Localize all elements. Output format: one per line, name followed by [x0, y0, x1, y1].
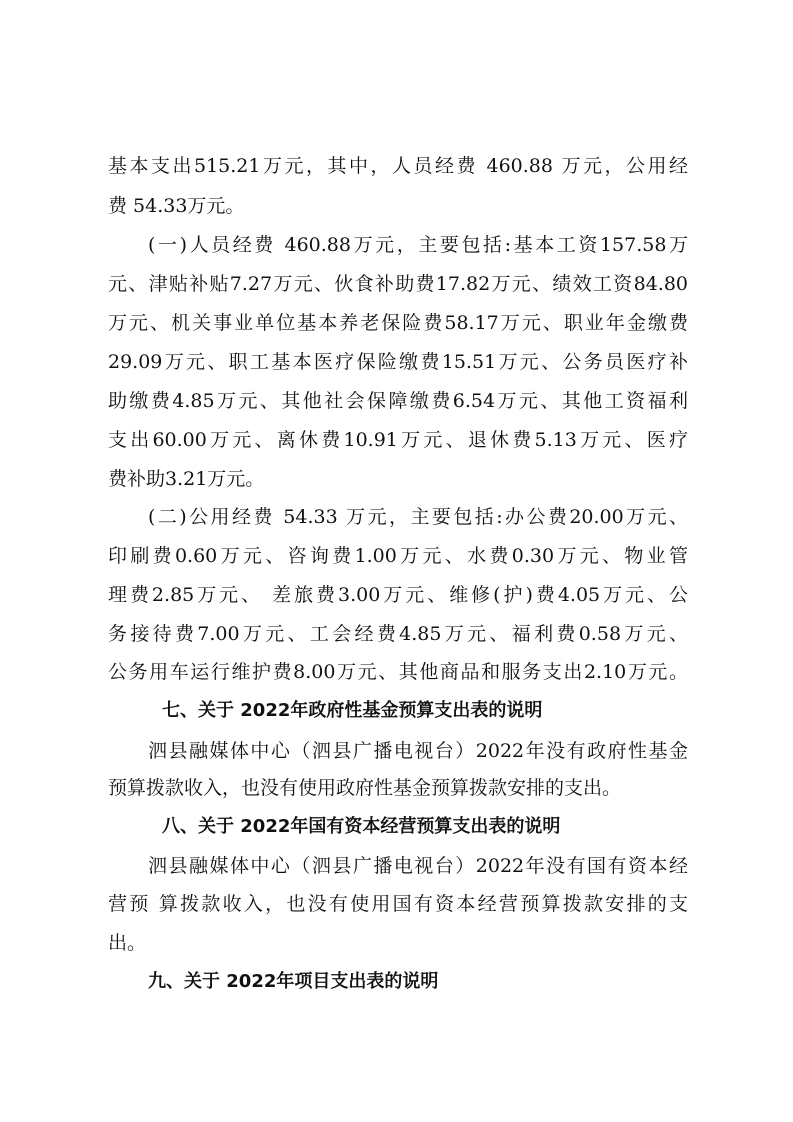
- paragraph-line: 费补助3.21万元。: [108, 468, 265, 490]
- paragraph-line: 理费2.85万元、 差旅费3.00万元、维修(护)费4.05万元、公: [108, 584, 688, 606]
- paragraph-line: 泗县融媒体中心（泗县广播电视台）2022年没有政府性基金: [148, 740, 688, 762]
- paragraph-line: 支出60.00万元、离休费10.91万元、退休费5.13万元、医疗: [108, 429, 688, 451]
- paragraph-line: 营预 算拨款收入，也没有使用国有资本经营预算拨款安排的支: [108, 893, 688, 915]
- paragraph-line: 基本支出515.21万元，其中，人员经费 460.88 万元，公用经: [108, 155, 688, 177]
- paragraph-line: 泗县融媒体中心（泗县广播电视台）2022年没有国有资本经: [148, 855, 688, 877]
- paragraph-line: 印刷费0.60万元、咨询费1.00万元、水费0.30万元、物业管: [108, 545, 688, 567]
- section-heading: 九、关于 2022年项目支出表的说明: [148, 971, 439, 992]
- paragraph-line: (一)人员经费 460.88万元，主要包括:基本工资157.58万: [148, 234, 688, 256]
- section-heading: 八、关于 2022年国有资本经营预算支出表的说明: [162, 816, 561, 837]
- paragraph-line: 务接待费7.00万元、工会经费4.85万元、福利费0.58万元、: [108, 623, 688, 645]
- paragraph-line: (二)公用经费 54.33 万元，主要包括:办公费20.00万元、: [148, 506, 688, 528]
- section-heading: 七、关于 2022年政府性基金预算支出表的说明: [162, 700, 543, 721]
- paragraph-line: 费 54.33万元。: [108, 195, 245, 217]
- paragraph-line: 29.09万元、职工基本医疗保险缴费15.51万元、公务员医疗补: [108, 351, 688, 373]
- paragraph-line: 出。: [108, 932, 147, 954]
- paragraph-line: 预算拨款收入，也没有使用政府性基金预算拨款安排的支出。: [108, 777, 622, 799]
- paragraph-line: 公务用车运行维护费8.00万元、其他商品和服务支出2.10万元。: [108, 661, 688, 683]
- paragraph-line: 万元、机关事业单位基本养老保险费58.17万元、职业年金缴费: [108, 312, 688, 334]
- paragraph-line: 助缴费4.85万元、其他社会保障缴费6.54万元、其他工资福利: [108, 390, 688, 412]
- paragraph-line: 元、津贴补贴7.27万元、伙食补助费17.82万元、绩效工资84.80: [108, 273, 688, 295]
